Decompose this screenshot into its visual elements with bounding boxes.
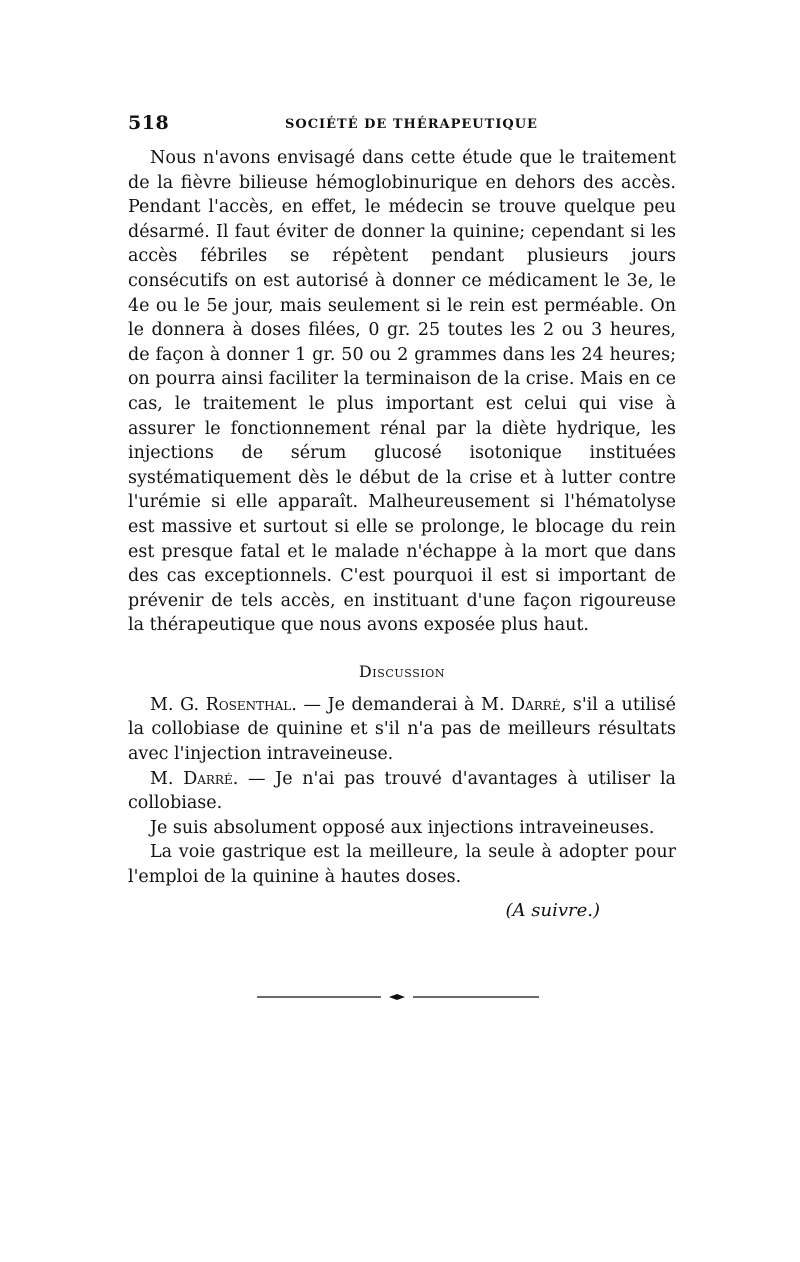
running-title: SOCIÉTÉ DE THÉRAPEUTIQUE [285, 117, 538, 132]
to-be-continued: (A suivre.) [505, 899, 600, 921]
end-rule-ornament [257, 993, 539, 1001]
page-number: 518 [128, 112, 170, 134]
speech-darre-continued-1: Je suis absolument opposé aux injections intraveineuses. [150, 817, 655, 838]
page [128, 112, 676, 924]
page-header [128, 112, 676, 146]
body-paragraph: Nous n'avons envisagé dans cette étude que le traitement de la fièvre bilieuse hémoglobinurique en dehors des accès. Pendant l'accès, en effet, le médecin se trouve quelque peu désarmé. Il faut éviter de donner la quinine; cependant si les accès fébriles se répètent pendant plusieurs jours consécutifs on est autorisé à donner ce médicament le 3e, le 4e ou le 5e jour, mais seulement si le rein est perméable. On le donnera à doses filées, 0 gr. 25 toutes les 2 ou 3 heures, de façon à donner 1 gr. 50 ou 2 grammes dans les 24 heures; on pourra ainsi faciliter la terminaison de la crise. Mais en ce cas, le traitement le plus important est celui qui vise à assurer le fonctionnement rénal par la diète hydrique, les injections de sérum glucosé isotonique instituées systématiquement dès le début de la crise et à lutter contre l'urémie si elle apparaît. Malheureusement si l'hématolyse est massive et surtout si elle se prolonge, le blocage du rein est presque fatal et le malade n'échappe à la mort que dans des cas exceptionnels. C'est pourquoi il est si important de prévenir de tels accès, en instituant d'une façon rigoureuse la thérapeutique que nous avons exposée plus haut. [128, 148, 676, 636]
speech-darre-text: — Je n'ai pas trouvé d'avantages à utiliser la collobiase. [128, 768, 676, 814]
speech-darre [128, 767, 676, 816]
speech-rosenthal-text-after: , s'il a utilisé la collobiase de quinine et s'il n'a pas de meilleurs résultats avec l'injection intraveineuse. [128, 694, 676, 765]
speaker-darre: M. Darré. [150, 768, 239, 789]
speech-darre-continued-2: La voie gastrique est la meilleure, la seule à adopter pour l'emploi de la quinine à hautes doses. [128, 842, 676, 888]
discussion-heading: Discussion [358, 661, 446, 681]
diamond-ornament-icon [389, 994, 405, 1000]
speech-rosenthal-name: Darré [511, 694, 561, 715]
speech-rosenthal [128, 693, 676, 767]
speaker-rosenthal: M. G. Rosenthal. [150, 694, 297, 715]
speech-rosenthal-text-before: — Je demanderai à M. [296, 694, 512, 715]
